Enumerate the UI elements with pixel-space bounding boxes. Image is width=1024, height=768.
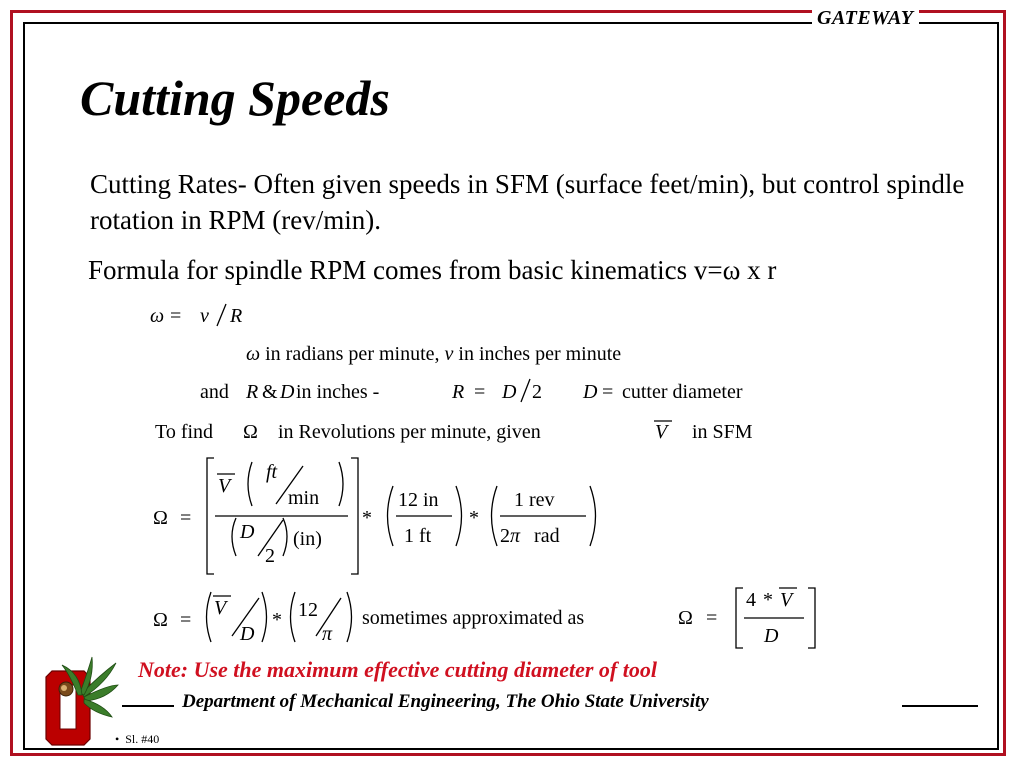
- footer-rule-left: [122, 705, 174, 707]
- equation-find-line: [155, 421, 753, 443]
- svg-text:(in): [293, 528, 322, 550]
- multiply-star: *: [362, 507, 372, 529]
- twelve: 12: [298, 599, 318, 621]
- rev-unit: rev: [529, 489, 555, 511]
- units-text-b: in inches per minute: [453, 343, 622, 365]
- big-omega-symbol: Ω: [153, 507, 168, 529]
- to-find-text: To find: [155, 421, 214, 443]
- equation-diameter-line: [200, 379, 743, 403]
- equals-sign: =: [180, 507, 192, 529]
- surface-velocity-symbol: V: [655, 421, 668, 443]
- surface-velocity-symbol: V: [218, 475, 231, 497]
- right-bracket: [351, 458, 358, 574]
- two-pi-rad: [500, 525, 560, 547]
- four: 4: [746, 589, 756, 611]
- left-bracket: [207, 458, 214, 574]
- twelve: 12: [398, 489, 418, 511]
- diameter-symbol: D: [764, 625, 779, 647]
- rad-unit: rad: [534, 525, 560, 547]
- slide-title: Cutting Speeds: [80, 70, 390, 126]
- surface-velocity-symbol: V: [214, 597, 227, 619]
- velocity-symbol: v: [200, 305, 209, 327]
- left-bracket: [736, 588, 743, 648]
- multiply-star: *: [469, 507, 479, 529]
- paren-right: [347, 592, 352, 642]
- inch-unit: in: [423, 489, 439, 511]
- footer-department: Department of Mechanical Engineering, The Ohio State University: [182, 691, 709, 712]
- feet-unit: ft: [419, 525, 432, 547]
- diameter-symbol: D: [240, 623, 255, 645]
- radius-symbol: R: [246, 381, 259, 403]
- paren-left: [232, 518, 236, 556]
- pi-symbol: π: [322, 623, 333, 645]
- diameter-symbol: D: [240, 521, 255, 543]
- equals-sign: =: [706, 607, 718, 629]
- equation-units-line: [246, 343, 621, 365]
- in-sfm-text: in SFM: [692, 421, 753, 443]
- two: 2: [500, 525, 510, 547]
- and-text: and: [200, 381, 229, 403]
- paren-left: [207, 592, 212, 642]
- equals-sign: =: [474, 381, 486, 403]
- one-rev: [514, 489, 555, 511]
- right-bracket: [808, 588, 815, 648]
- body-paragraph-2: Formula for spindle RPM comes from basic kinematics v=ω x r: [88, 255, 777, 285]
- equals-sign: =: [170, 305, 182, 327]
- note-text: Note: Use the maximum effective cutting diameter of tool: [138, 657, 657, 682]
- paren-right: [262, 592, 267, 642]
- paren-left: [248, 462, 252, 506]
- bullet: •: [115, 732, 120, 746]
- radius-symbol: R: [452, 381, 465, 403]
- big-omega-symbol: Ω: [243, 421, 258, 443]
- diameter-symbol: D: [583, 381, 598, 403]
- ohio-state-logo: [44, 655, 119, 747]
- pi-symbol: π: [510, 525, 521, 547]
- equation-omega: [150, 304, 242, 327]
- one: 1: [514, 489, 524, 511]
- equals-sign: =: [180, 609, 192, 631]
- surface-velocity-symbol: V: [780, 589, 793, 611]
- one-foot: [404, 525, 432, 547]
- ampersand: &: [262, 381, 278, 403]
- slide-number-label: Sl. #40: [125, 732, 160, 746]
- units-text-a: in radians per minute,: [260, 343, 445, 365]
- paren-right: [590, 486, 596, 546]
- two: 2: [265, 545, 275, 567]
- body-paragraph-1: Cutting Rates- Often given speeds in SFM (surface feet/min), but control spindle rotation in RPM (rev/min).: [90, 169, 965, 235]
- one: 1: [404, 525, 414, 547]
- division-slash: [521, 379, 530, 402]
- division-slash: [217, 304, 226, 326]
- big-omega-symbol: Ω: [153, 609, 168, 631]
- velocity-symbol: v: [444, 343, 454, 365]
- paren-left: [492, 486, 498, 546]
- equation-simplified: [153, 588, 815, 648]
- twelve-inches: [398, 489, 439, 511]
- paren-left: [388, 486, 394, 546]
- big-omega-symbol: Ω: [678, 607, 693, 629]
- paren-right: [339, 462, 343, 506]
- svg-text:ω in radians per minute, v in: [246, 343, 621, 365]
- footer-rule-right: [902, 705, 978, 707]
- two: 2: [532, 381, 542, 403]
- feet-unit: ft: [266, 461, 278, 483]
- gateway-label: GATEWAY: [812, 7, 919, 30]
- paren-right: [283, 518, 287, 556]
- paren-right: [456, 486, 462, 546]
- multiply-star: *: [272, 609, 282, 631]
- cutter-diameter-text: cutter diameter: [622, 381, 743, 403]
- radius-symbol: R: [230, 305, 243, 327]
- minute-unit: min: [288, 487, 320, 509]
- omega-symbol: ω: [150, 305, 165, 327]
- omega-symbol: ω: [246, 343, 261, 365]
- equals-sign: =: [602, 381, 614, 403]
- diameter-symbol: D: [502, 381, 517, 403]
- diameter-symbol: D: [280, 381, 295, 403]
- multiply-star: *: [763, 589, 773, 611]
- inches-text: in inches -: [296, 381, 380, 403]
- approx-text: sometimes approximated as: [362, 607, 585, 629]
- paren-left: [291, 592, 296, 642]
- formula-area: [0, 290, 1024, 655]
- find-text-b: in Revolutions per minute, given: [278, 421, 541, 443]
- equation-main-fraction: [153, 458, 596, 574]
- inch-unit: (in): [293, 528, 322, 550]
- slide-number: [115, 732, 159, 747]
